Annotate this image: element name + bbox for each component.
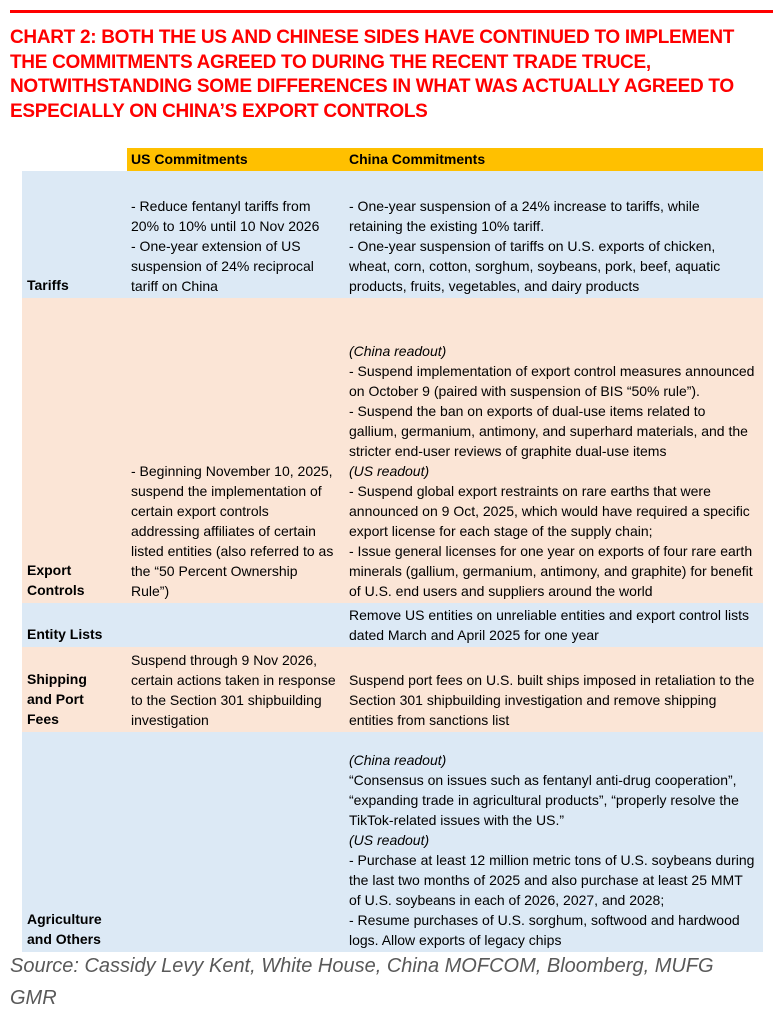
table-row [22, 298, 763, 603]
text-paragraph: Suspend through 9 Nov 2026, certain actions taken in response to the Section 301 shipbuilding investigation [131, 652, 336, 728]
china-commitments-cell [345, 298, 763, 603]
top-divider-rule [10, 10, 773, 13]
text-paragraph: (China readout) [349, 752, 447, 768]
text-paragraph: - One-year extension of US suspension of 24% reciprocal tariff on China [131, 238, 314, 294]
china-commitments-cell [345, 732, 763, 952]
text-paragraph: - Resume purchases of U.S. sorghum, softwood and hardwood logs. Allow exports of legacy chips [349, 912, 740, 948]
source-note: Source: Cassidy Levy Kent, White House, China MOFCOM, Bloomberg, MUFG GMR [10, 955, 714, 1009]
text-paragraph: - Issue general licenses for one year on exports of four rare earth minerals (gallium, germanium, antimony, and graphite) for benefit of U.S. end users and suppliers around the world [349, 543, 753, 599]
row-label: Shipping and Port Fees [27, 671, 87, 727]
us-commitments-cell [127, 298, 345, 603]
commitments-table [22, 148, 763, 952]
row-label: Tariffs [27, 277, 69, 293]
us-commitments-cell [127, 647, 345, 732]
row-label: Entity Lists [27, 626, 103, 642]
header-cell-china-commitments: China Commitments [345, 148, 763, 171]
header-cell-blank [22, 148, 127, 171]
text-paragraph: - One-year suspension of tariffs on U.S. exports of chicken, wheat, corn, cotton, sorghum, soybeans, pork, beef, aquatic products, fruits, vegetables, and dairy products [349, 238, 721, 294]
chart-title: CHART 2: BOTH THE US AND CHINESE SIDES HAVE CONTINUED TO IMPLEMENT THE COMMITMENTS AGREED TO DURING THE RECENT TRADE TRUCE, NOTWITHSTANDING SOME DIFFERENCES IN WHAT WAS ACTUALLY AGREED TO ESPECIALLY ON CHINA’S EXPORT CONTROLS [10, 27, 735, 122]
china-commitments-cell [345, 171, 763, 298]
text-paragraph: Suspend port fees on U.S. built ships imposed in retaliation to the Section 301 shipbuilding investigation and remove shipping entities from sanctions list [349, 672, 755, 728]
header-cell-us-commitments: US Commitments [127, 148, 345, 171]
table-row [22, 171, 763, 298]
text-paragraph: - Beginning November 10, 2025, suspend the implementation of certain export controls addressing affiliates of certain listed entities (also referred to as the “50 Percent Ownership Rule”) [131, 463, 334, 599]
row-label: Export Controls [27, 562, 85, 598]
text-paragraph: (China readout) [349, 343, 447, 359]
table-row [22, 732, 763, 952]
text-paragraph: - Purchase at least 12 million metric tons of U.S. soybeans during the last two months of 2025 and also purchase at least 25 MMT of U.S. soybeans in each of 2026, 2027, and 2028; [349, 852, 755, 908]
table-body [22, 171, 763, 952]
text-paragraph: - Suspend global export restraints on rare earths that were announced on 9 Oct, 2025, which would have required a specific export license for each stage of the supply chain; [349, 483, 750, 539]
text-paragraph: Remove US entities on unreliable entities and export control lists dated March and April 2025 for one year [349, 607, 749, 643]
text-paragraph: “Consensus on issues such as fentanyl anti-drug cooperation”, “expanding trade in agricultural products”, “properly resolve the TikTok-related issues with the US.” [349, 772, 739, 828]
table-header-row [22, 148, 763, 171]
text-paragraph: (US readout) [349, 463, 430, 479]
china-commitments-cell [345, 647, 763, 732]
china-commitments-cell [345, 603, 763, 647]
text-paragraph: (US readout) [349, 832, 430, 848]
table-row [22, 603, 763, 647]
text-paragraph: - Suspend the ban on exports of dual-use items related to gallium, germanium, antimony, and superhard materials, and the stricter end-user reviews of graphite dual-use items [349, 403, 748, 459]
us-commitments-cell [127, 732, 345, 952]
text-paragraph: - Suspend implementation of export control measures announced on October 9 (paired with suspension of BIS “50% rule”). [349, 363, 755, 399]
us-commitments-cell [127, 603, 345, 647]
table-row [22, 647, 763, 732]
text-paragraph: - Reduce fentanyl tariffs from 20% to 10% until 10 Nov 2026 [131, 198, 320, 234]
text-paragraph: - One-year suspension of a 24% increase to tariffs, while retaining the existing 10% tariff. [349, 198, 700, 234]
us-commitments-cell [127, 171, 345, 298]
row-label: Agriculture and Others [27, 911, 102, 947]
